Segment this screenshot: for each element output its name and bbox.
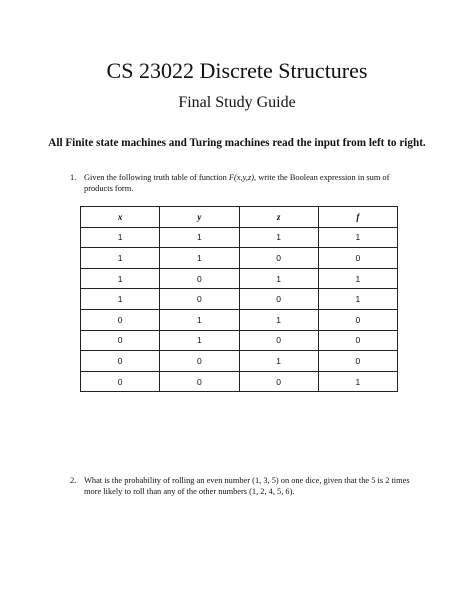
table-cell: 1 bbox=[160, 227, 239, 248]
instruction-note: All Finite state machines and Turing machines read the input from left to right. bbox=[48, 137, 426, 149]
table-cell: 0 bbox=[318, 351, 397, 372]
function-name: F(x,y,z) bbox=[228, 173, 255, 182]
table-cell: 0 bbox=[239, 371, 318, 392]
table-cell: 1 bbox=[239, 309, 318, 330]
table-cell: 0 bbox=[81, 330, 160, 351]
table-cell: 0 bbox=[81, 351, 160, 372]
table-cell: 0 bbox=[239, 330, 318, 351]
page-subtitle: Final Study Guide bbox=[178, 94, 296, 111]
table-row bbox=[81, 268, 398, 289]
table-cell: 0 bbox=[160, 289, 239, 310]
table-cell: 1 bbox=[318, 371, 397, 392]
table-cell: 0 bbox=[160, 371, 239, 392]
table-row bbox=[81, 330, 398, 351]
table-header-row bbox=[81, 207, 398, 228]
question-text-part: Given the following truth table of function bbox=[84, 173, 229, 182]
table-row bbox=[81, 351, 398, 372]
table-row bbox=[81, 309, 398, 330]
table-cell: 1 bbox=[318, 289, 397, 310]
table-cell: 1 bbox=[81, 227, 160, 248]
table-row bbox=[81, 289, 398, 310]
table-cell: 1 bbox=[239, 227, 318, 248]
table-cell: 0 bbox=[160, 268, 239, 289]
table-cell: 1 bbox=[160, 309, 239, 330]
table-row bbox=[81, 248, 398, 269]
question-text bbox=[84, 172, 414, 194]
question-text: What is the probability of rolling an even number (1, 3, 5) on one dice, given that the 5 is 2 times more likely to roll than any of the other numbers (1, 2, 4, 5, 6). bbox=[84, 476, 410, 496]
table-cell: 1 bbox=[239, 351, 318, 372]
table-cell: 0 bbox=[318, 248, 397, 269]
truth-table bbox=[80, 206, 398, 392]
table-cell: 0 bbox=[239, 248, 318, 269]
table-row bbox=[81, 371, 398, 392]
page-title: CS 23022 Discrete Structures bbox=[106, 58, 368, 83]
table-cell: 1 bbox=[81, 248, 160, 269]
question-text-part: , write the Boolean expression in sum of products form. bbox=[84, 173, 390, 193]
table-cell: 0 bbox=[81, 371, 160, 392]
table-cell: 0 bbox=[160, 351, 239, 372]
table-cell: 1 bbox=[160, 248, 239, 269]
table-cell: 1 bbox=[81, 268, 160, 289]
table-cell: 0 bbox=[318, 330, 397, 351]
column-header-z: z bbox=[239, 207, 318, 228]
table-cell: 1 bbox=[318, 268, 397, 289]
table-cell: 0 bbox=[81, 309, 160, 330]
column-header-y: y bbox=[160, 207, 239, 228]
table-cell: 1 bbox=[160, 330, 239, 351]
column-header-f: f bbox=[318, 207, 397, 228]
table-cell: 1 bbox=[81, 289, 160, 310]
column-header-x: x bbox=[81, 207, 160, 228]
table-row bbox=[81, 227, 398, 248]
table-cell: 1 bbox=[239, 268, 318, 289]
question-number: 1. bbox=[70, 173, 77, 182]
table-cell: 0 bbox=[318, 309, 397, 330]
table-cell: 1 bbox=[318, 227, 397, 248]
question-number: 2. bbox=[70, 476, 77, 485]
table-cell: 0 bbox=[239, 289, 318, 310]
